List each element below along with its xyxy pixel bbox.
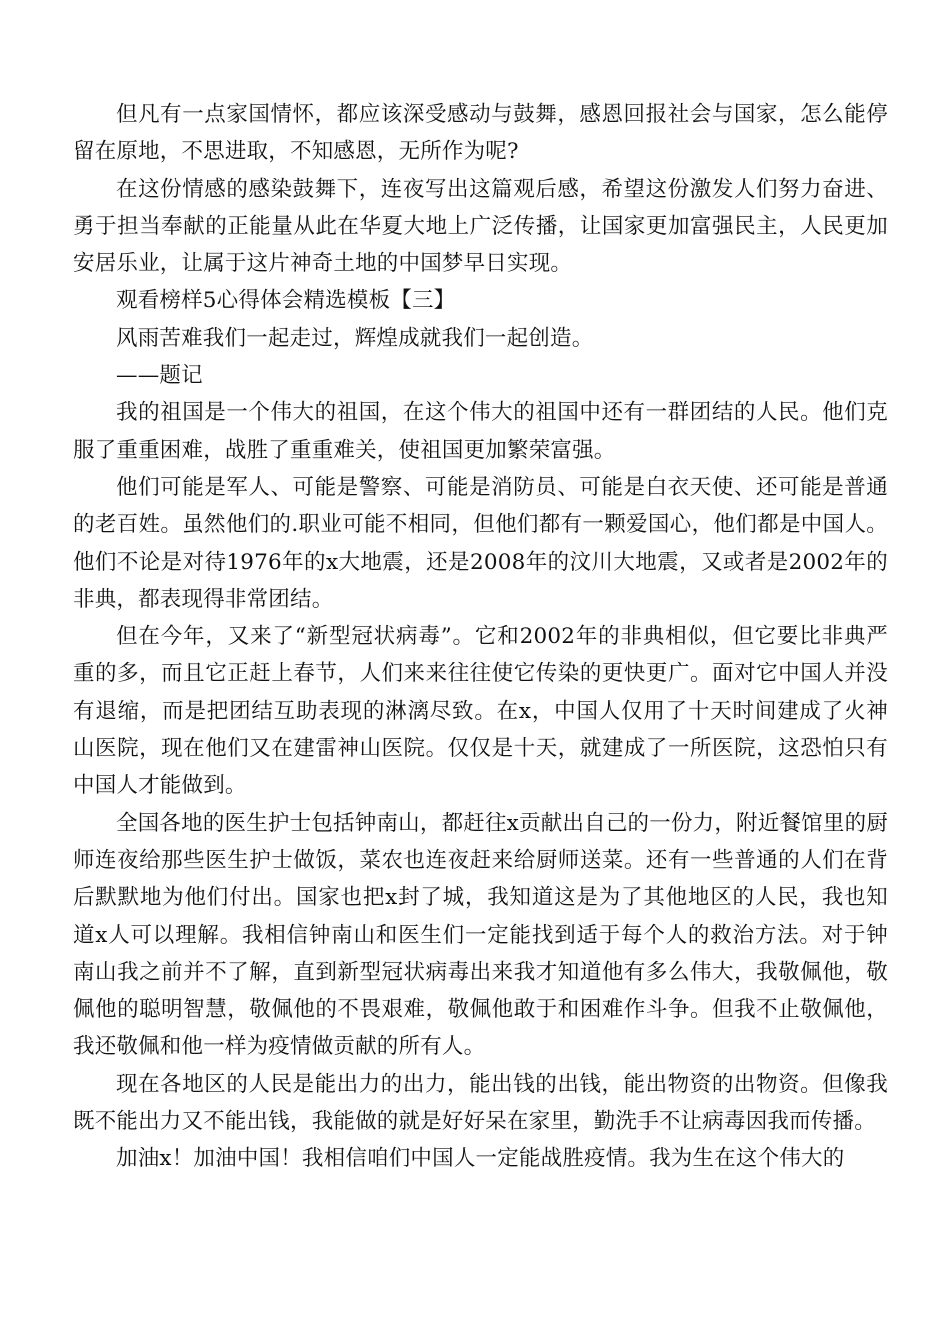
paragraph-closing: 加油x！加油中国！我相信咱们中国人一定能战胜疫情。我为生在这个伟大的 (116, 1146, 845, 1172)
paragraph-people: 他们可能是军人、可能是警察、可能是消防员、可能是白衣天使、还可能是普通的老百姓。虽然他们的.职业可能不相同，但他们都有一颗爱国心，他们都是中国人。他们不论是对待1976年的x大地震，还是2008年的汶川大地震，又或者是2002年的非典，都表现得非常团结。 (73, 474, 888, 612)
paragraph-contribution: 现在各地区的人民是能出力的出力，能出钱的出钱，能出物资的出物资。但像我既不能出力又不能出钱，我能做的就是好好呆在家里，勤洗手不让病毒因我而传播。 (73, 1071, 888, 1135)
paragraph-doctors: 全国各地的医生护士包括钟南山，都赶往x贡献出自己的一份力，附近餐馆里的厨师连夜给那些医生护士做饭，菜农也连夜赶来给厨师送菜。还有一些普通的人们在背后默默地为他们付出。国家也把x封了城，我知道这是为了其他地区的人民，我也知道x人可以理解。我相信钟南山和医生们一定能找到适于每个人的救治方法。对于钟南山我之前并不了解，直到新型冠状病毒出来我才知道他有多么伟大，我敬佩他，敬佩他的聪明智慧，敬佩他的不畏艰难，敬佩他敢于和困难作斗争。但我不止敬佩他，我还敬佩和他一样为疫情做贡献的所有人。 (73, 810, 888, 1060)
epigraph-attribution: ——题记 (116, 363, 203, 389)
paragraph-virus: 但在今年，又来了“新型冠状病毒”。它和2002年的非典相似，但它要比非典严重的多，而且它正赶上春节，人们来来往往使它传染的更快更广。面对它中国人并没有退缩，而是把团结互助表现的淋漓尽致。在x，中国人仅用了十天时间建成了火神山医院，现在他们又在建雷神山医院。仅仅是十天，就建成了一所医院，这恐怕只有中国人才能做到。 (73, 624, 888, 799)
section-heading: 观看榜样5心得体会精选模板【三】 (116, 288, 456, 314)
document-body (73, 96, 888, 1178)
paragraph-gratitude: 但凡有一点家国情怀，都应该深受感动与鼓舞，感恩回报社会与国家，怎么能停留在原地，不思进取，不知感恩，无所作为呢? (73, 102, 888, 165)
epigraph: 风雨苦难我们一起走过，辉煌成就我们一起创造。 (116, 325, 594, 351)
paragraph-motherland: 我的祖国是一个伟大的祖国，在这个伟大的祖国中还有一群团结的人民。他们克服了重重困难，战胜了重重难关，使祖国更加繁荣富强。 (73, 400, 888, 463)
paragraph-inspiration: 在这份情感的感染鼓舞下，连夜写出这篇观后感，希望这份激发人们努力奋进、勇于担当奉献的正能量从此在华夏大地上广泛传播，让国家更加富强民主，人民更加安居乐业，让属于这片神奇土地的中国梦早日实现。 (73, 176, 888, 277)
